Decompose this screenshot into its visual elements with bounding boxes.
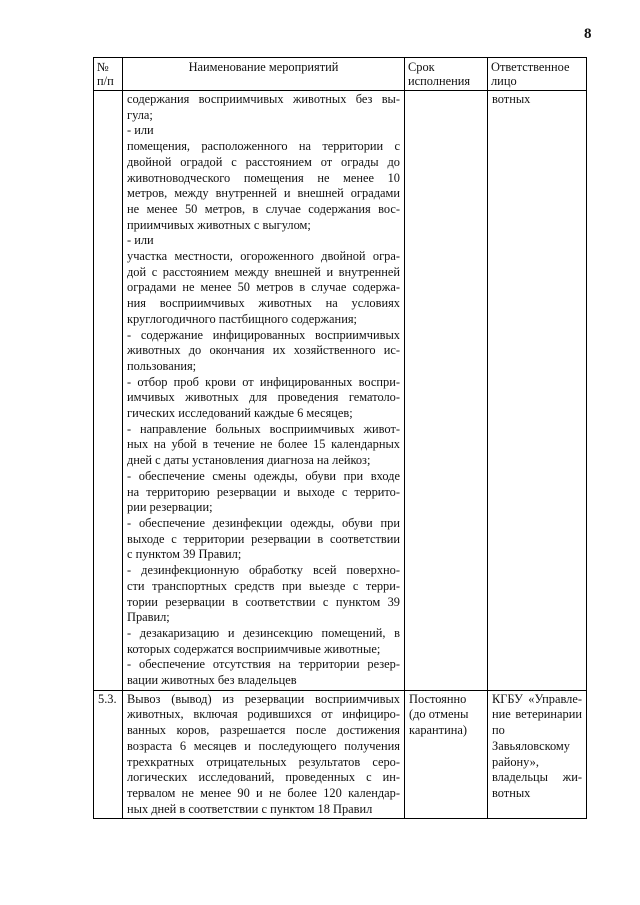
measure-text-line: участка местности, огороженного двойной огра-	[127, 249, 400, 264]
measures-table	[93, 57, 587, 819]
responsible-text-line: вотных	[492, 785, 531, 800]
responsible-text-line: владельцы жи-	[492, 770, 582, 785]
responsible-text-line: вотных	[492, 92, 531, 106]
measure-text-line: - обеспечение дезинфекции одежды, обуви при	[127, 515, 400, 530]
measure-text-line: - обеспечение отсутствия на территории резер-	[127, 657, 400, 672]
measure-text-line: Правил;	[127, 610, 170, 625]
measure-text-line: - направление больных восприимчивых живот-	[127, 421, 400, 436]
header-responsible: Ответственное лицо	[488, 58, 587, 91]
responsible-text	[488, 690, 587, 819]
measure-text-line: дой с расстоянием между внешней и внутренней	[127, 264, 400, 279]
measure-text-line: гула;	[127, 107, 153, 122]
measure-text-line: не менее 50 метров, в случае содержания вос-	[127, 201, 400, 216]
table-row	[94, 690, 587, 819]
measure-text-line: - или	[127, 123, 154, 138]
measure-text-line: ных на убой в течение не более 15 календарных	[127, 437, 400, 452]
measure-text-line: на территорию резервации и выходе с террито-	[127, 484, 400, 499]
responsible-text	[488, 91, 587, 691]
table-row	[94, 91, 587, 691]
measure-text-line: двойной оградой с расстоянием от ограды до	[127, 154, 400, 169]
header-name: Наименование мероприятий	[123, 58, 405, 91]
measure-text-line: тории резервации в соответствии с пунктом 39	[127, 594, 400, 609]
responsible-text-line: по Завьяловскому	[492, 723, 570, 753]
page-number: 8	[584, 26, 592, 42]
measure-text-line: имчивых животных для проведения гематоло-	[127, 390, 400, 405]
measure-text-line: Вывоз (вывод) из резервации восприимчивых	[127, 691, 400, 706]
measure-text-line: ных дней в соответствии с пунктом 18 Правил	[127, 801, 373, 816]
measure-text-line: дней с даты установления диагноза на лейкоз;	[127, 453, 371, 468]
row-number-cell	[94, 91, 123, 691]
measure-text-line: содержания восприимчивых животных без вы-	[127, 92, 400, 106]
responsible-text-line: ние ветеринарии	[492, 707, 582, 722]
row-number-cell	[94, 690, 123, 819]
measure-text-line: животноводческого помещения не менее 10	[127, 170, 400, 185]
deadline-text-line: карантина)	[409, 723, 467, 738]
responsible-text-line: КГБУ «Управле-	[492, 691, 582, 706]
measure-text-line: пользования;	[127, 358, 197, 373]
measure-text	[123, 91, 405, 691]
measure-text-line: ванных коров, разрешается после достижения	[127, 723, 400, 738]
measure-text-line: метров, между внутренней и внешней оградами	[127, 186, 400, 201]
measure-text-line: - дезакаризацию и дезинсекцию помещений, в	[127, 625, 400, 640]
row-number: 5.3.	[98, 691, 117, 706]
measure-text-line: животных, включая родившихся от инфициро-	[127, 707, 400, 722]
measure-text	[123, 690, 405, 819]
measure-text-line: - или	[127, 233, 154, 248]
measure-text-line: гических исследований каждые 6 месяцев;	[127, 406, 353, 421]
measure-text-line: рии резервации;	[127, 500, 213, 515]
measure-text-line: животных до окончания их хозяйственного ис-	[127, 343, 400, 358]
header-deadline: Срок исполнения	[405, 58, 488, 91]
header-number: № п/п	[94, 58, 123, 91]
deadline-text-line: (до отмены	[409, 707, 469, 722]
deadline-text-line: Постоянно	[409, 691, 467, 706]
measure-text-line: возраста 6 месяцев и последующего получения	[127, 738, 400, 753]
measure-text-line: - обеспечение смены одежды, обуви при входе	[127, 468, 400, 483]
measure-text-line: круглогодичного пастбищного содержания;	[127, 311, 357, 326]
table-header-row	[94, 58, 587, 91]
measure-text-line: выходе с территории резервации в соответствии	[127, 531, 400, 546]
measure-text-line: оградами не менее 50 метров в случае содержа-	[127, 280, 400, 295]
measure-text-line: приимчивых животных с выгулом;	[127, 217, 311, 232]
measure-text-line: - дезинфекционную обработку всей поверхно-	[127, 563, 400, 578]
deadline-text	[405, 91, 488, 691]
measure-text-line: помещения, расположенного на территории с	[127, 139, 400, 154]
measure-text-line: сти транспортных средств при выезде с терри-	[127, 578, 400, 593]
measure-text-line: трехкратных отрицательных результатов серо-	[127, 754, 400, 769]
measure-text-line: - содержание инфицированных восприимчивых	[127, 327, 400, 342]
responsible-text-line: району»,	[492, 754, 539, 769]
measure-text-line: логических исследований, проведенных с ин-	[127, 770, 400, 785]
measure-text-line: ния восприимчивых животных на условиях	[127, 296, 400, 311]
measure-text-line: тервалом не менее 90 и не более 120 календар-	[127, 785, 400, 800]
measure-text-line: с пунктом 39 Правил;	[127, 547, 242, 562]
deadline-text	[405, 690, 488, 819]
measure-text-line: вации животных без владельцев	[127, 673, 297, 688]
measure-text-line: которых содержатся восприимчивые животные;	[127, 641, 381, 656]
measure-text-line: - отбор проб крови от инфицированных воспри-	[127, 374, 400, 389]
